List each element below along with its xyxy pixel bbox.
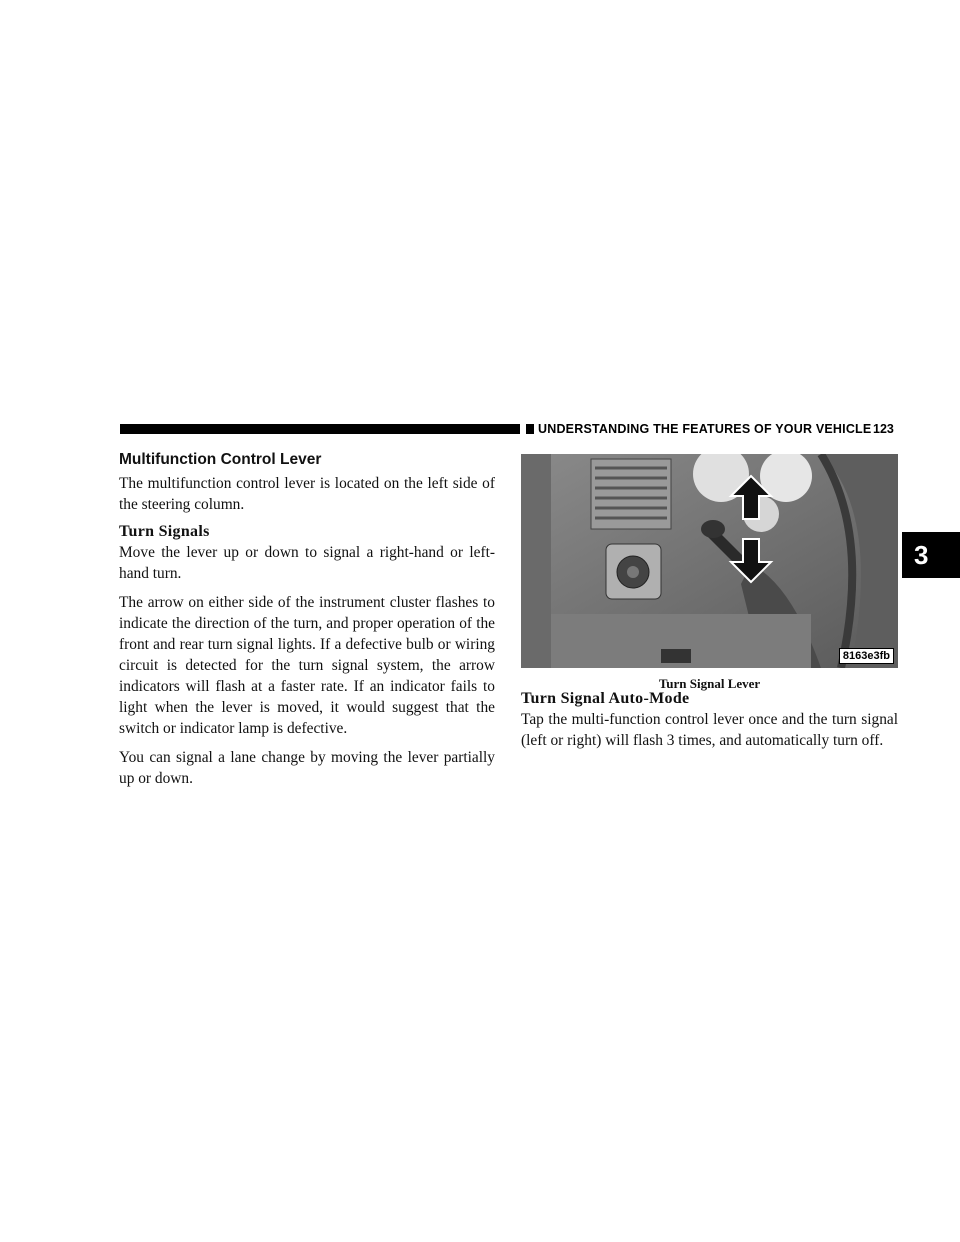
header-rule xyxy=(120,424,520,434)
section-heading: Multifunction Control Lever xyxy=(119,451,322,468)
auto-mode-paragraph: Tap the multi-function control lever once and the turn signal (left or right) will flash 3 times, and automatically turn off. xyxy=(521,711,898,749)
turn-signals-paragraph-3: You can signal a lane change by moving the lever partially up or down. xyxy=(119,749,495,787)
header-rule-small xyxy=(526,424,534,434)
figure-code: 8163e3fb xyxy=(839,648,894,664)
turn-signal-lever-photo xyxy=(521,454,898,668)
turn-signals-paragraph-1: Move the lever up or down to signal a right-hand or left-hand turn. xyxy=(119,544,495,582)
turn-signals-heading: Turn Signals xyxy=(119,523,210,540)
auto-mode-heading: Turn Signal Auto-Mode xyxy=(521,690,690,707)
chapter-tab: 3 xyxy=(902,532,960,578)
page-number: 123 xyxy=(873,422,894,436)
turn-signals-paragraph-2: The arrow on either side of the instrument cluster flashes to indicate the direction of the turn, and proper operation of the front and rear turn signal lights. If a defective bulb or wiring circuit is detected for the turn signal system, the arrow indicators will flash at a faster rate. If an indicator fails to light when the lever is moved, it would suggest that the switch or indicator lamp is defective. xyxy=(119,594,495,737)
running-header-title: UNDERSTANDING THE FEATURES OF YOUR VEHICLE xyxy=(538,422,872,436)
lever-illustration xyxy=(521,454,898,668)
left-column xyxy=(119,451,495,797)
figure-caption: Turn Signal Lever xyxy=(658,676,761,691)
intro-paragraph: The multifunction control lever is located on the left side of the steering column. xyxy=(119,475,495,513)
right-column xyxy=(521,668,898,759)
